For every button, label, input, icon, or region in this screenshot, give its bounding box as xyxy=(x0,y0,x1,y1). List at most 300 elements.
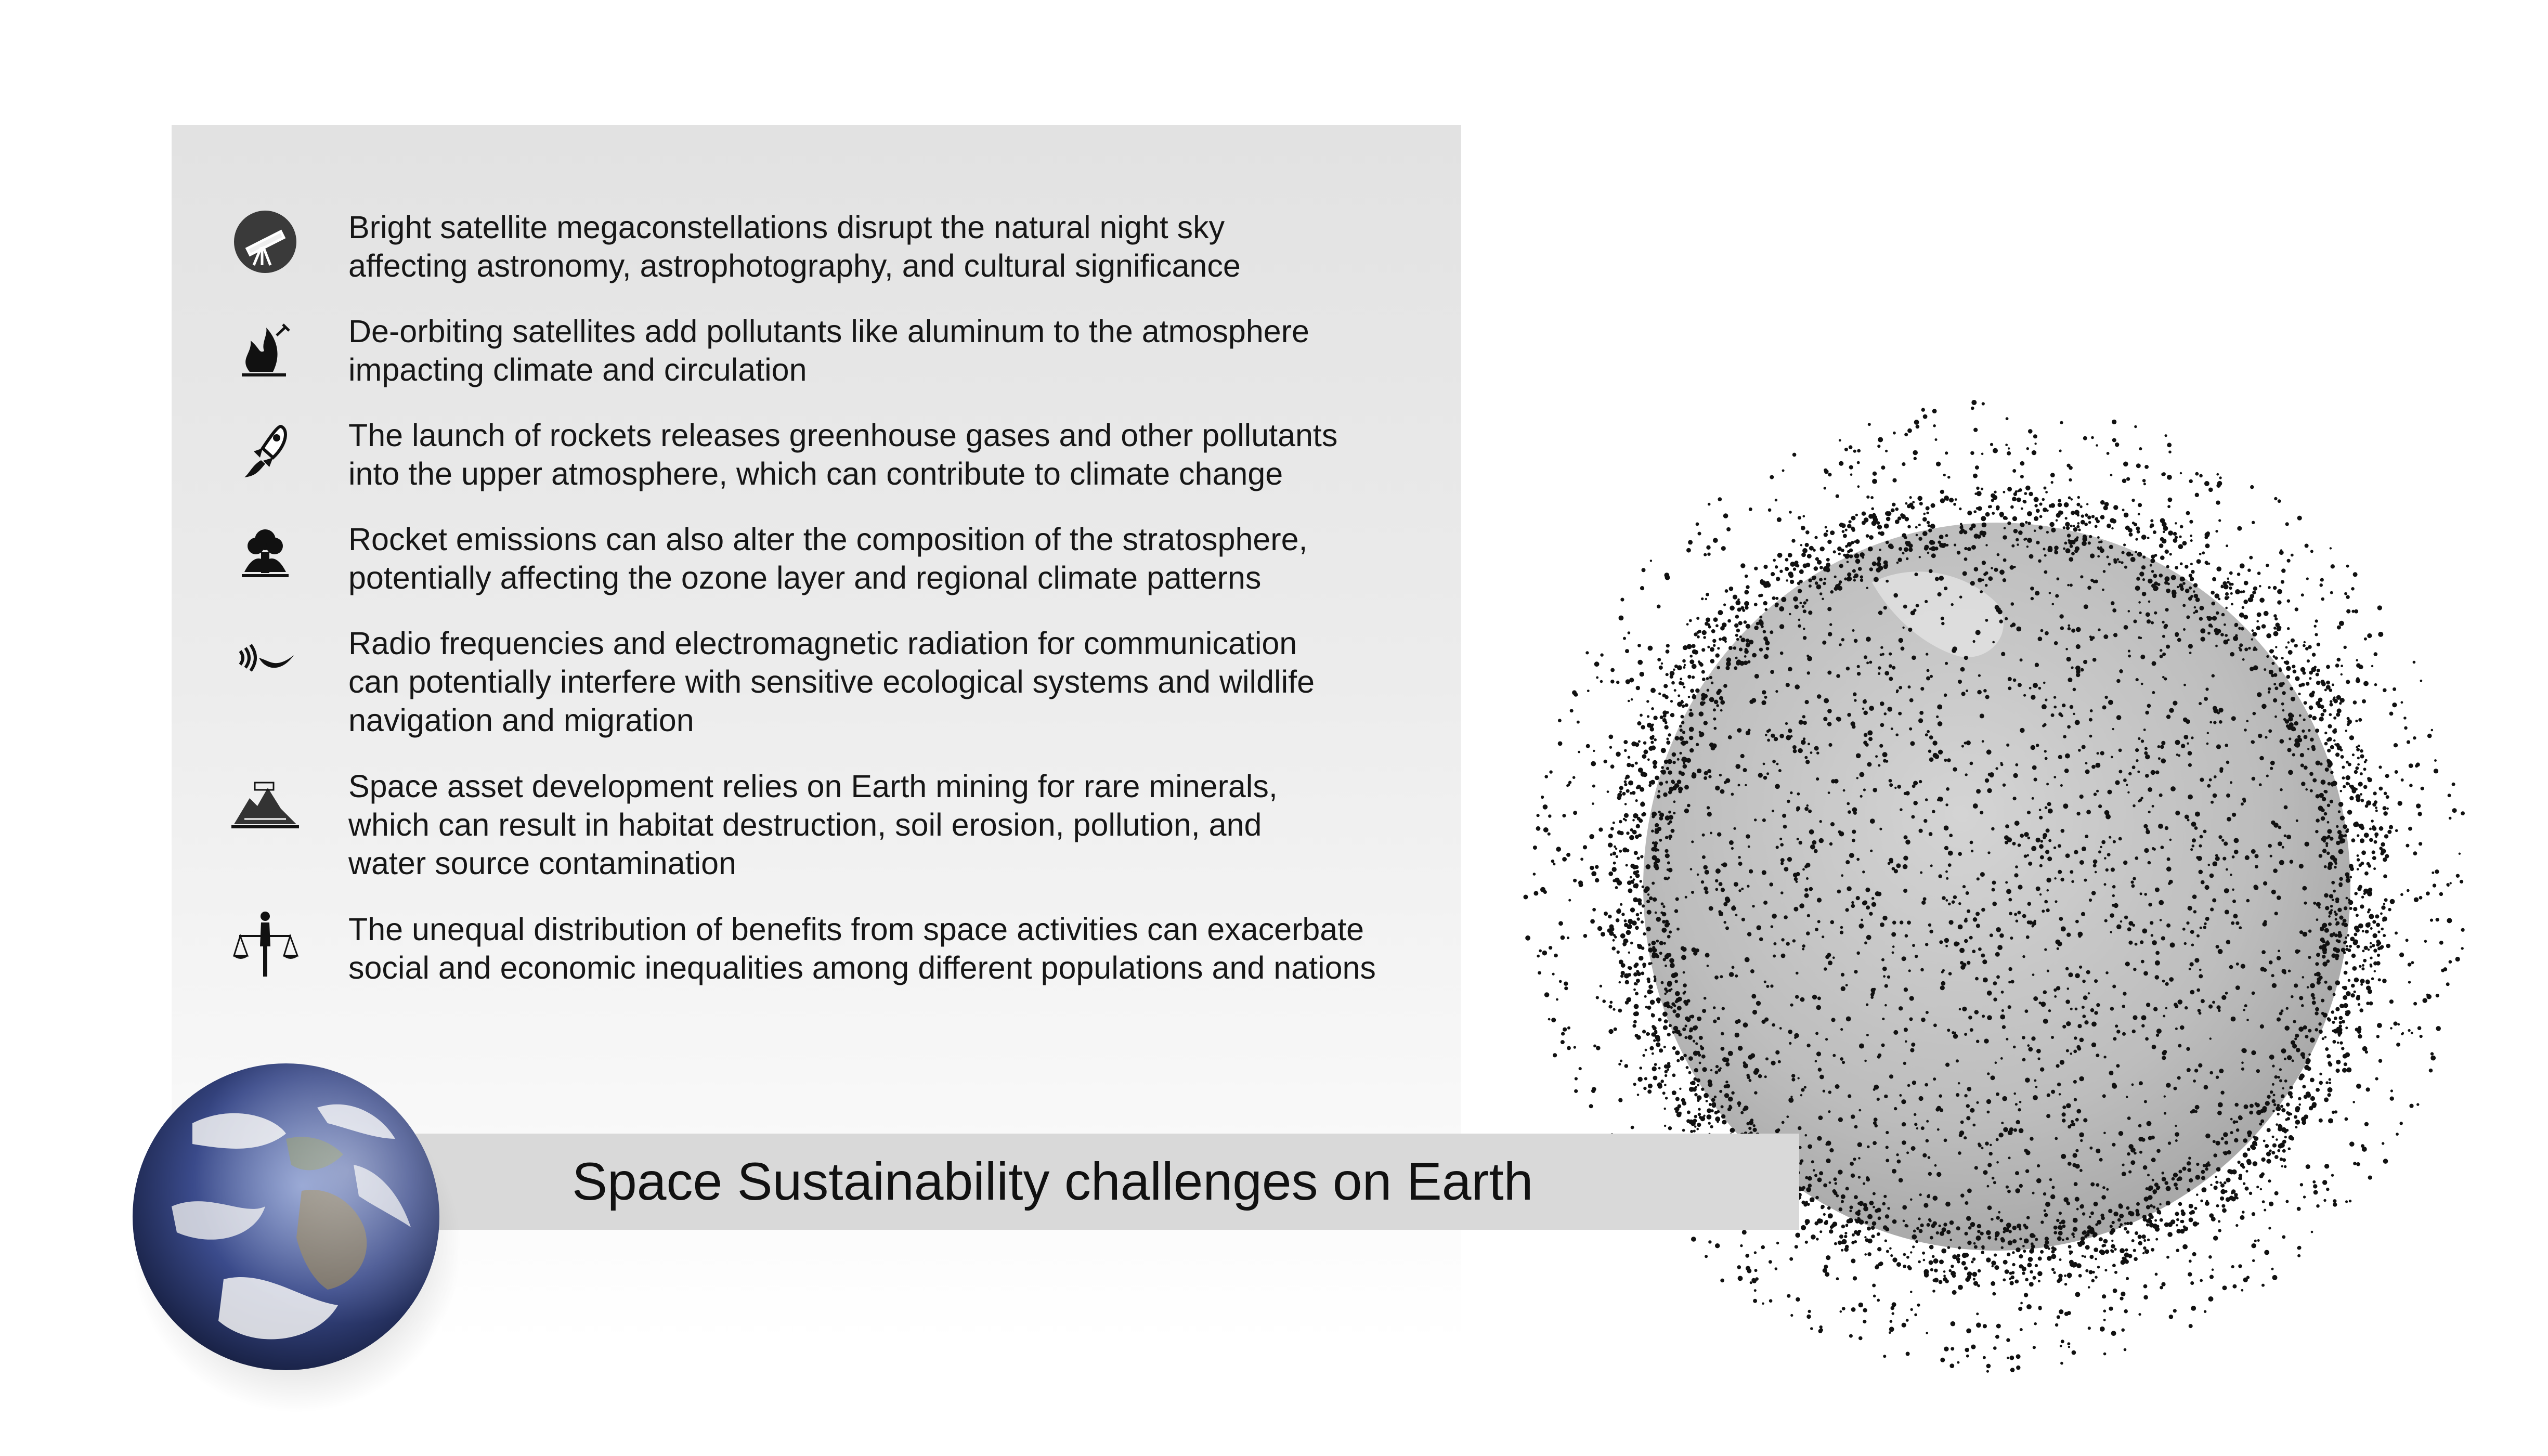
debris-dot xyxy=(2193,583,2198,587)
debris-dot xyxy=(1829,623,1832,626)
debris-dot xyxy=(2025,1169,2029,1173)
debris-dot xyxy=(1697,635,1700,639)
debris-dot xyxy=(2028,429,2033,434)
debris-dot xyxy=(2216,612,2219,615)
debris-dot xyxy=(2053,1271,2056,1274)
debris-dot xyxy=(1558,742,1563,746)
debris-dot xyxy=(2032,450,2036,455)
debris-dot xyxy=(1676,784,1680,787)
debris-dot xyxy=(2043,990,2047,994)
debris-dot xyxy=(1613,852,1616,855)
debris-dot xyxy=(1966,1116,1970,1120)
debris-dot xyxy=(2123,861,2127,865)
debris-dot xyxy=(1823,1184,1827,1188)
debris-dot xyxy=(2357,854,2359,857)
debris-dot xyxy=(2033,1095,2038,1100)
debris-dot xyxy=(1903,1062,1906,1065)
debris-dot xyxy=(1608,834,1613,838)
debris-dot xyxy=(2232,900,2236,903)
debris-dot xyxy=(1766,647,1770,651)
debris-dot xyxy=(1707,553,1710,556)
debris-dot xyxy=(2207,784,2211,788)
debris-dot xyxy=(2356,914,2359,917)
debris-dot xyxy=(1981,908,1985,912)
debris-dot xyxy=(2140,655,2145,659)
debris-dot xyxy=(2226,544,2228,547)
debris-dot xyxy=(1841,1249,1843,1252)
debris-dot xyxy=(2377,605,2382,610)
debris-dot xyxy=(2341,673,2343,675)
debris-dot xyxy=(1593,750,1595,752)
debris-dot xyxy=(2249,556,2253,560)
debris-dot xyxy=(1630,828,1633,831)
debris-dot xyxy=(1684,664,1686,666)
debris-dot xyxy=(2332,698,2335,701)
debris-dot xyxy=(1945,803,1948,806)
debris-dot xyxy=(1724,781,1727,784)
debris-dot xyxy=(1836,1277,1839,1280)
debris-dot xyxy=(2259,1123,2262,1126)
debris-dot xyxy=(1860,579,1863,582)
debris-dot xyxy=(1775,1050,1779,1055)
debris-dot xyxy=(2076,812,2080,815)
debris-dot xyxy=(1702,855,1706,859)
debris-dot xyxy=(1726,527,1731,531)
debris-dot xyxy=(1692,675,1695,679)
debris-dot xyxy=(1770,630,1773,634)
debris-dot xyxy=(1911,815,1915,818)
debris-dot xyxy=(1817,694,1822,699)
debris-dot xyxy=(2135,538,2138,541)
debris-dot xyxy=(2065,648,2068,651)
debris-dot xyxy=(2034,516,2038,521)
debris-dot xyxy=(2008,1240,2013,1245)
debris-dot xyxy=(2287,559,2291,563)
debris-dot xyxy=(2263,1140,2266,1142)
debris-dot xyxy=(1867,1239,1873,1244)
debris-dot xyxy=(1643,742,1646,745)
debris-dot xyxy=(2040,629,2044,632)
debris-dot xyxy=(2150,1204,2153,1207)
debris-dot xyxy=(1856,952,1860,955)
debris-dot xyxy=(1792,745,1797,749)
debris-dot xyxy=(2408,963,2412,967)
debris-dot xyxy=(1805,1201,1808,1204)
debris-dot xyxy=(1768,509,1772,512)
debris-dot xyxy=(2150,564,2152,567)
debris-dot xyxy=(1787,800,1790,803)
debris-dot xyxy=(2160,1286,2163,1290)
debris-dot xyxy=(2353,572,2358,577)
debris-dot xyxy=(2078,749,2081,752)
debris-dot xyxy=(2369,914,2374,919)
debris-dot xyxy=(2134,425,2137,428)
debris-dot xyxy=(2373,867,2376,870)
debris-dot xyxy=(2310,983,2315,989)
debris-dot xyxy=(1665,720,1667,723)
debris-dot xyxy=(2160,655,2163,658)
debris-dot xyxy=(2377,930,2380,933)
debris-dot xyxy=(2116,715,2122,720)
debris-dot xyxy=(2372,933,2377,938)
debris-dot xyxy=(2122,509,2125,511)
debris-dot xyxy=(1809,584,1812,588)
debris-dot xyxy=(1594,661,1600,667)
debris-dot xyxy=(1923,819,1927,823)
debris-dot xyxy=(2061,829,2065,833)
debris-dot xyxy=(1607,790,1609,793)
debris-dot xyxy=(1914,1123,1917,1126)
debris-dot xyxy=(1745,606,1749,610)
debris-dot xyxy=(1799,602,1802,604)
debris-dot xyxy=(1741,638,1746,642)
debris-dot xyxy=(2317,669,2320,672)
debris-dot xyxy=(1783,825,1787,829)
debris-dot xyxy=(2012,1239,2017,1243)
debris-dot xyxy=(1739,647,1743,651)
debris-dot xyxy=(2330,909,2333,912)
debris-dot xyxy=(1567,1046,1571,1050)
debris-dot xyxy=(2155,960,2160,966)
debris-dot xyxy=(1867,1252,1871,1256)
debris-dot xyxy=(2242,658,2245,661)
debris-dot xyxy=(1876,567,1881,573)
debris-dot xyxy=(1975,630,1981,635)
debris-dot xyxy=(2353,700,2357,705)
debris-dot xyxy=(2128,649,2130,652)
debris-dot xyxy=(2282,1087,2284,1089)
debris-dot xyxy=(2005,881,2008,884)
debris-dot xyxy=(1976,507,1979,510)
debris-dot xyxy=(1958,852,1962,856)
debris-dot xyxy=(2294,1115,2297,1119)
debris-dot xyxy=(1869,706,1874,711)
debris-dot xyxy=(1663,684,1668,688)
debris-dot xyxy=(2158,824,2163,829)
debris-dot xyxy=(2257,613,2261,617)
debris-dot xyxy=(2013,797,2017,800)
debris-dot xyxy=(1637,917,1640,920)
debris-dot xyxy=(1842,1061,1845,1064)
debris-dot xyxy=(1754,1251,1757,1254)
debris-dot xyxy=(2354,609,2358,614)
debris-dot xyxy=(2252,632,2257,636)
debris-dot xyxy=(2216,1204,2219,1207)
debris-dot xyxy=(1652,952,1656,956)
debris-dot xyxy=(2330,547,2332,549)
debris-dot xyxy=(1824,534,1827,537)
debris-dot xyxy=(2252,1259,2255,1262)
debris-dot xyxy=(1876,562,1881,567)
debris-dot xyxy=(1845,908,1849,912)
debris-dot xyxy=(1648,646,1653,651)
debris-dot xyxy=(1863,711,1868,716)
debris-dot xyxy=(2231,1017,2236,1022)
debris-dot xyxy=(2411,1032,2413,1034)
debris-dot xyxy=(2050,473,2055,477)
debris-dot xyxy=(2330,700,2333,703)
debris-dot xyxy=(2279,682,2283,687)
debris-dot xyxy=(2172,1177,2175,1181)
debris-dot xyxy=(2175,1187,2178,1189)
debris-dot xyxy=(1841,874,1843,877)
debris-dot xyxy=(1837,890,1841,894)
debris-dot xyxy=(2151,555,2155,559)
debris-dot xyxy=(2170,942,2175,947)
debris-dot xyxy=(2103,1309,2107,1312)
debris-dot xyxy=(2167,505,2170,508)
debris-dot xyxy=(1624,749,1627,752)
debris-dot xyxy=(1927,552,1930,554)
debris-dot xyxy=(1762,690,1766,694)
debris-dot xyxy=(2211,602,2215,606)
debris-dot xyxy=(2153,574,2157,578)
debris-dot xyxy=(2086,810,2091,814)
debris-dot xyxy=(2077,522,2080,525)
debris-dot xyxy=(2183,628,2186,631)
debris-dot xyxy=(2273,1103,2277,1107)
debris-dot xyxy=(2210,907,2214,911)
debris-dot xyxy=(2062,1239,2064,1241)
debris-dot xyxy=(1710,832,1712,835)
debris-dot xyxy=(2431,729,2434,732)
debris-dot xyxy=(1853,450,1856,453)
debris-dot xyxy=(1938,750,1943,755)
debris-dot xyxy=(1805,1219,1810,1224)
debris-dot xyxy=(2241,1048,2245,1052)
debris-dot xyxy=(1891,932,1896,937)
debris-dot xyxy=(1640,880,1642,882)
debris-dot xyxy=(1754,603,1758,606)
debris-dot xyxy=(1988,505,1991,509)
debris-dot xyxy=(2034,1322,2037,1325)
debris-dot xyxy=(2067,534,2071,537)
debris-dot xyxy=(1921,901,1926,905)
rocket-icon xyxy=(229,416,302,489)
debris-dot xyxy=(2179,536,2182,538)
debris-dot xyxy=(2432,872,2434,874)
debris-dot xyxy=(1595,865,1598,869)
debris-dot xyxy=(2020,658,2023,661)
debris-dot xyxy=(1806,804,1809,807)
debris-dot xyxy=(1740,1111,1744,1114)
debris-dot xyxy=(2168,530,2173,536)
debris-dot xyxy=(2207,732,2209,734)
debris-dot xyxy=(1886,1159,1889,1162)
debris-dot xyxy=(1602,999,1606,1003)
debris-dot xyxy=(2298,693,2300,695)
debris-dot xyxy=(2016,627,2021,632)
debris-dot xyxy=(1976,1101,1979,1104)
debris-dot xyxy=(1750,1053,1755,1058)
debris-dot xyxy=(2273,683,2276,685)
debris-dot xyxy=(1643,749,1648,754)
debris-dot xyxy=(2138,1313,2141,1316)
debris-dot xyxy=(1940,1358,1945,1362)
debris-dot xyxy=(2213,1236,2218,1240)
debris-dot xyxy=(2189,1259,2192,1263)
debris-dot xyxy=(1864,941,1867,944)
debris-dot xyxy=(2156,1186,2160,1189)
debris-dot xyxy=(1695,1042,1698,1045)
debris-dot xyxy=(2333,717,2336,720)
debris-dot xyxy=(1698,532,1701,536)
debris-dot xyxy=(2165,434,2167,437)
debris-dot xyxy=(1729,972,1734,977)
debris-dot xyxy=(1591,871,1596,876)
debris-dot xyxy=(2392,703,2397,707)
debris-dot xyxy=(1841,523,1845,528)
debris-dot xyxy=(2430,1056,2436,1061)
debris-dot xyxy=(2164,1181,2168,1185)
debris-dot xyxy=(1865,1221,1868,1224)
debris-dot xyxy=(2230,652,2234,657)
debris-dot xyxy=(2300,1052,2305,1057)
debris-dot xyxy=(1779,734,1784,738)
debris-dot xyxy=(2006,744,2009,747)
item-text: Rocket emissions can also alter the composition of the stratosphere, potentially affecting the ozone layer and regional climate patterns xyxy=(348,522,1308,595)
debris-dot xyxy=(1919,502,1923,505)
debris-dot xyxy=(2076,1109,2081,1114)
debris-dot xyxy=(2326,681,2330,685)
debris-dot xyxy=(2103,1319,2106,1321)
debris-dot xyxy=(1664,1084,1667,1086)
debris-dot xyxy=(2205,687,2208,691)
debris-dot xyxy=(2310,1037,2315,1043)
debris-dot xyxy=(1765,1057,1769,1060)
debris-dot xyxy=(2307,1067,2311,1071)
debris-dot xyxy=(2051,1036,2054,1039)
debris-dot xyxy=(2027,811,2031,814)
debris-dot xyxy=(2389,712,2394,716)
debris-dot xyxy=(2063,1197,2069,1202)
debris-dot xyxy=(1980,590,1983,593)
debris-dot xyxy=(2147,1239,2150,1241)
debris-dot xyxy=(1999,619,2003,623)
debris-dot xyxy=(1880,653,1882,656)
debris-dot xyxy=(2258,734,2262,738)
debris-dot xyxy=(2419,842,2422,846)
debris-dot xyxy=(2384,898,2388,902)
debris-dot xyxy=(1899,1006,1903,1010)
debris-dot xyxy=(1804,1086,1806,1088)
debris-dot xyxy=(2083,995,2088,1000)
debris-dot xyxy=(2136,1213,2140,1217)
debris-dot xyxy=(1910,1251,1912,1253)
debris-dot xyxy=(1689,659,1694,664)
debris-dot xyxy=(1906,1225,1908,1227)
debris-dot xyxy=(2035,1086,2038,1088)
debris-dot xyxy=(1947,1246,1951,1249)
debris-dot xyxy=(2040,1002,2046,1007)
debris-dot xyxy=(2087,1230,2091,1234)
debris-dot xyxy=(2279,667,2282,670)
debris-dot xyxy=(1941,622,1944,625)
debris-dot xyxy=(2148,861,2151,865)
debris-dot xyxy=(1868,423,1871,426)
debris-dot xyxy=(2129,1211,2135,1216)
debris-dot xyxy=(2413,851,2417,855)
debris-dot xyxy=(1891,509,1895,513)
debris-dot xyxy=(1626,831,1629,835)
debris-dot xyxy=(2237,573,2241,576)
debris-dot xyxy=(1665,1070,1668,1074)
debris-dot xyxy=(1892,478,1896,483)
debris-dot xyxy=(2040,1250,2044,1254)
debris-dot xyxy=(2443,967,2447,971)
debris-dot xyxy=(2144,1197,2149,1202)
debris-dot xyxy=(2281,657,2284,659)
debris-dot xyxy=(2279,860,2284,865)
debris-dot xyxy=(1805,1241,1808,1244)
debris-dot xyxy=(2364,1122,2369,1126)
debris-dot xyxy=(1574,693,1578,697)
debris-dot xyxy=(2219,1069,2224,1073)
debris-dot xyxy=(2051,713,2055,717)
debris-dot xyxy=(1987,1236,1991,1240)
debris-dot xyxy=(1809,546,1814,551)
debris-dot xyxy=(1647,893,1650,896)
debris-dot xyxy=(1727,619,1731,623)
debris-dot xyxy=(2353,1162,2357,1165)
debris-dot xyxy=(2060,878,2064,881)
debris-dot xyxy=(1996,1161,1999,1164)
debris-dot xyxy=(1697,1017,1701,1021)
debris-dot xyxy=(1688,696,1691,698)
debris-dot xyxy=(1564,982,1568,986)
debris-dot xyxy=(2307,986,2309,989)
debris-dot xyxy=(1818,1115,1823,1120)
debris-dot xyxy=(1862,556,1864,559)
debris-dot xyxy=(2284,1025,2290,1031)
debris-dot xyxy=(2129,1221,2133,1225)
debris-dot xyxy=(1641,801,1645,805)
debris-dot xyxy=(2214,1186,2218,1190)
debris-dot xyxy=(2278,950,2280,952)
debris-dot xyxy=(2222,1208,2227,1213)
debris-dot xyxy=(1825,1038,1828,1041)
debris-dot xyxy=(2290,860,2294,864)
debris-dot xyxy=(2200,927,2202,929)
debris-dot xyxy=(2003,578,2006,582)
debris-dot xyxy=(1933,1279,1936,1282)
debris-dot xyxy=(2145,774,2149,778)
debris-dot xyxy=(1657,605,1661,609)
debris-dot xyxy=(2057,942,2062,946)
debris-dot xyxy=(2124,1227,2127,1231)
debris-dot xyxy=(1929,735,1933,739)
debris-dot xyxy=(2034,1080,2037,1082)
debris-dot xyxy=(1852,528,1855,532)
debris-dot xyxy=(2003,1127,2008,1133)
debris-dot xyxy=(1707,646,1710,648)
debris-dot xyxy=(2132,1030,2136,1033)
debris-dot xyxy=(1731,793,1734,796)
debris-dot xyxy=(2066,526,2070,530)
debris-dot xyxy=(2202,551,2205,554)
debris-dot xyxy=(2183,684,2186,686)
debris-dot xyxy=(2369,1002,2373,1006)
debris-dot xyxy=(2001,1246,2004,1249)
debris-dot xyxy=(2340,816,2345,821)
debris-dot xyxy=(2211,591,2215,595)
debris-dot xyxy=(1697,769,1701,773)
debris-dot xyxy=(1689,748,1694,752)
debris-dot xyxy=(2089,899,2092,902)
debris-dot xyxy=(2372,920,2376,924)
debris-dot xyxy=(1664,1125,1666,1127)
debris-dot xyxy=(2311,993,2315,997)
